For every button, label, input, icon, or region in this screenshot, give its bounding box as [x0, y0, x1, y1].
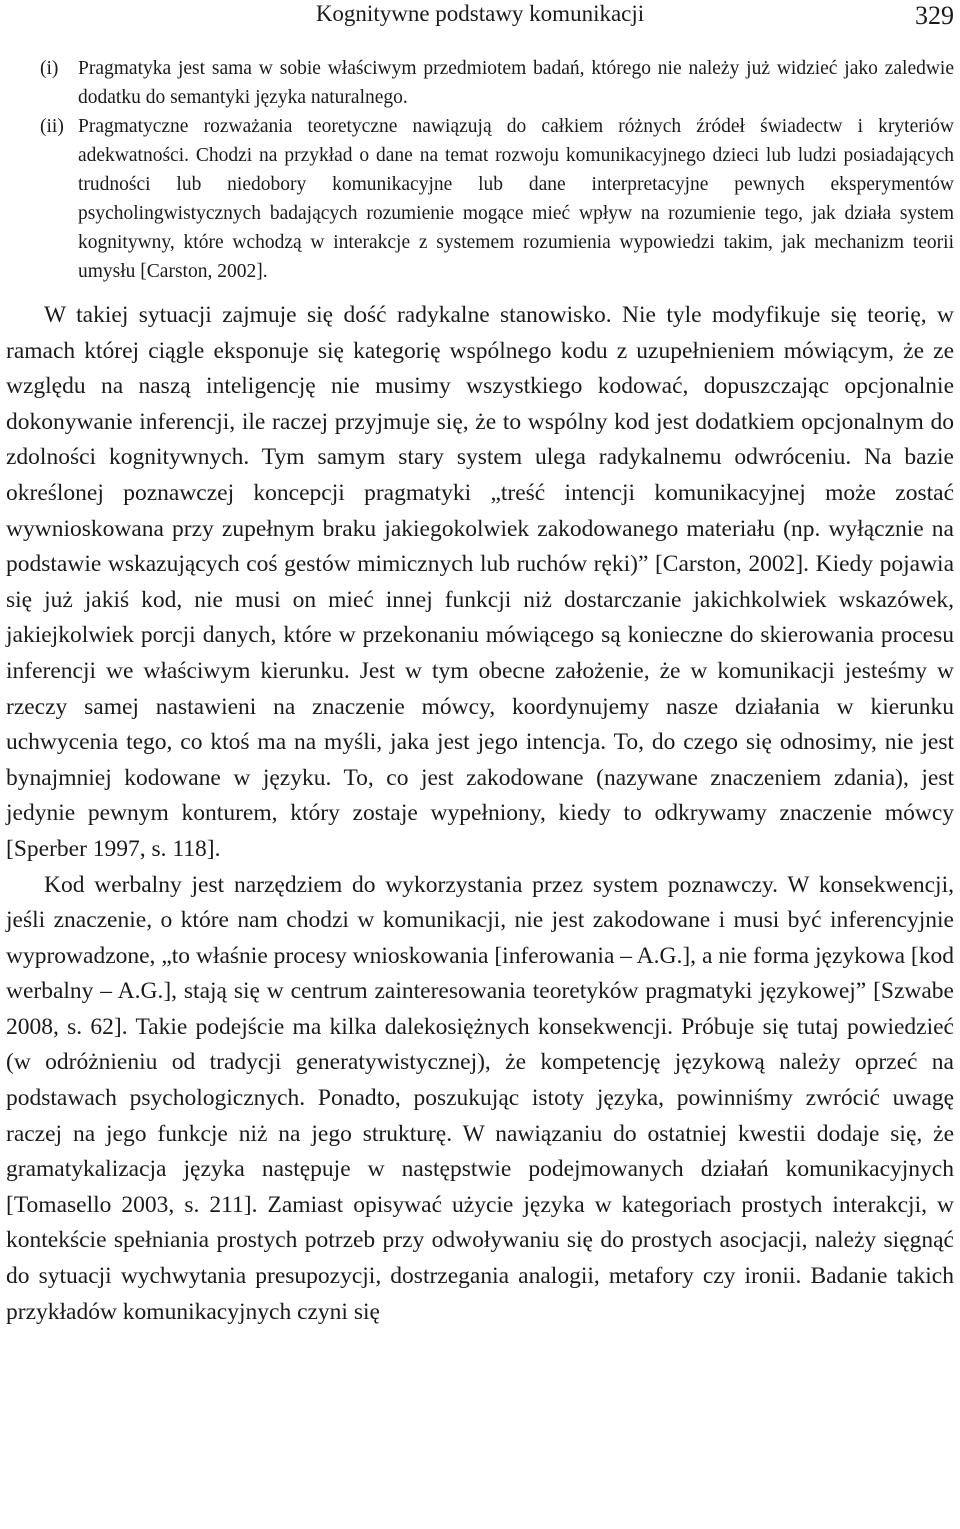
list-marker: (i) — [40, 58, 59, 79]
page-number: 329 — [915, 1, 954, 30]
paragraph: Kod werbalny jest narzędziem do wykorzystania przez system poznawczy. W konsekwencji, jeśli znaczenie, o które nam chodzi w komunikacji, nie jest zakodowane i musi być inferencyjnie wyprowadzone, „to właśnie procesy wnioskowania [inferowania – A.G.], a nie forma językowa [kod werbalny – A.G.], stają się w centrum zainteresowania teoretyków pragmatyki językowej” [Szwabe 2008, s. 62]. Takie podejście ma kilka dalekosiężnych konsekwencji. Próbuje się tutaj powiedzieć (w odróżnieniu od tradycji generatywistycznej), że kompetencję językową należy oprzeć na podstawach psychologicznych. Ponadto, poszukując istoty języka, powinniśmy zwrócić uwagę raczej na jego funkcje niż na jego strukturę. W nawiązaniu do ostatniej kwestii dodaje się, że gramatykalizacja języka następuje w następstwie podejmowanych działań komunikacyjnych [Tomasello 2003, s. 211]. Zamiast opisywać użycie języka w kategoriach prostych interakcji, w kontekście spełniania prostych potrzeb przy odwoływaniu się do prostych asocjacji, należy sięgnąć do sytuacji wychwytania presupozycji, dostrzegania analogii, metafory czy ironii. Badanie takich przykładów komunikacyjnych czyni się — [6, 871, 954, 1325]
list-item-text: Pragmatyczne rozważania teoretyczne nawiązują do całkiem różnych źródeł świadectw i kryteriów adekwatności. Chodzi na przykład o dane na temat rozwoju komunikacyjnego dzieci lub ludzi posiadających trudności lub niedobory komunikacyjne lub dane interpretacyjne pewnych eksperymentów psycholingwistycznych badających rozumienie mogące mieć wpływ na rozumienie tego, jak działa system kognitywny, które wchodzą w interakcje z systemem rozumienia wypowiedzi takim, jak mechanizm teorii umysłu [Carston, 2002]. — [78, 116, 954, 282]
running-title: Kognitywne podstawy komunikacji — [315, 1, 645, 26]
paragraph: W takiej sytuacji zajmuje się dość radykalne stanowisko. Nie tyle modyfikuje się teorię, w ramach której ciągle eksponuje się kategorię wspólnego kodu z uzupełnieniem mówiącym, że ze względu na naszą inteligencję nie musimy wszystkiego kodować, dopuszczając opcjonalnie dokonywanie inferencji, ile raczej przyjmuje się, że to wspólny kod jest dodatkiem opcjonalnym do zdolności kognitywnych. Tym samym stary system ulega radykalnemu odwróceniu. Na bazie określonej poznawczej koncepcji pragmatyki „treść intencji komunikacyjnej może zostać wywnioskowana przy zupełnym braku jakiegokolwiek zakodowanego materiału (np. wyłącznie na podstawie wskazujących coś gestów mimicznych lub ruchów ręki)” [Carston, 2002]. Kiedy pojawia się już jakiś kod, nie musi on mieć innej funkcji niż dostarczanie jakichkolwiek wskazówek, jakiejkolwiek porcji danych, które w przekonaniu mówiącego są konieczne do skierowania procesu inferencji we właściwym kierunku. Jest w tym obecne założenie, że w komunikacji jesteśmy w rzeczy samej nastawieni na znaczenie mówcy, koordynujemy nasze działania w kierunku uchwycenia tego, co ktoś ma na myśli, jaka jest jego intencja. To, do czego się odnosimy, nie jest bynajmniej kodowane w języku. To, co jest zakodowane (nazywane znaczeniem zdania), jest jedynie pewnym konturem, który zostaje wypełniony, kiedy to odkrywamy znaczenie mówcy [Sperber 1997, s. 118]. — [6, 302, 954, 862]
list-item-text: Pragmatyka jest sama w sobie właściwym przedmiotem badań, którego nie należy już widzieć jako zaledwie dodatku do semantyki języka naturalnego. — [78, 58, 954, 108]
document-page — [6, 0, 954, 1330]
list-marker: (ii) — [40, 116, 64, 137]
list-item-ii — [6, 112, 954, 286]
list-item-i — [6, 54, 954, 112]
body-text — [6, 298, 954, 1330]
numbered-list — [6, 54, 954, 286]
running-head — [6, 0, 954, 36]
